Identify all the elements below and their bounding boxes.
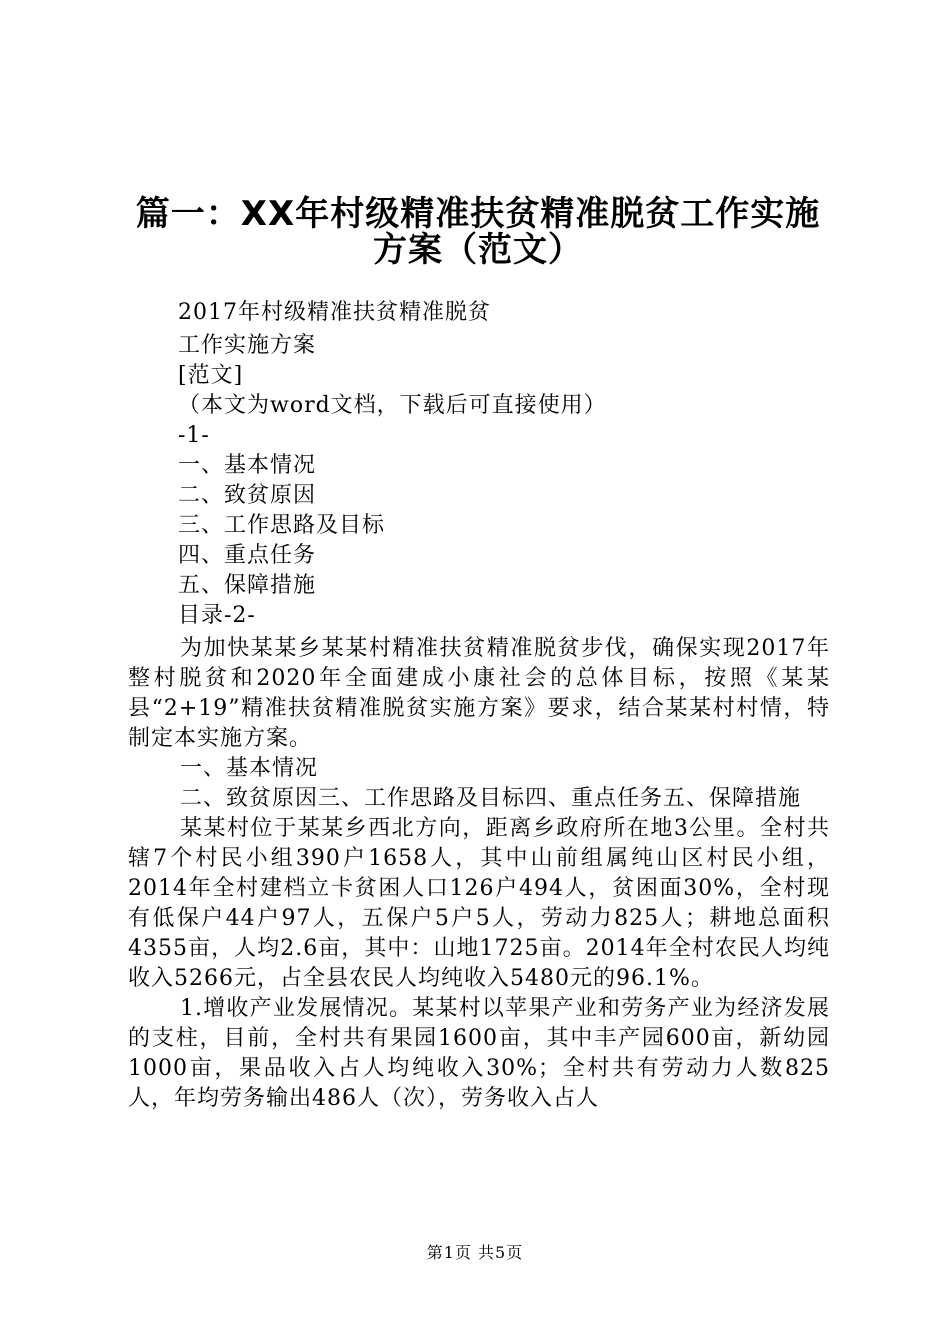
document-body [128,634,830,1114]
cover-line-note: （本文为word文档，下载后可直接使用） [178,393,607,418]
page-footer: 第1页 共5页 [426,1243,524,1262]
document-title-line-2: 方案（范文） [373,230,583,270]
cover-line-sample: [范文] [178,363,244,388]
toc-item-1: 一、基本情况 [178,453,317,478]
document-title-line-1: 篇一：XX年村级精准扶贫精准脱贫工作实施 [135,194,821,234]
toc-page-marker: 目录-2- [178,603,256,628]
cover-line-year-title: 2017年村级精准扶贫精准脱贫 [178,300,491,325]
industry-paragraph: 1.增收产业发展情况。某某村以苹果产业和劳务产业为经济发展的支柱，目前，全村共有果园1600亩，其中丰产园600亩，新幼园1000亩，果品收入占人均纯收入30%；全村共有劳动力人数825人，年均劳务输出486人（次），劳务收入占人 [128,996,830,1111]
toc-item-4: 四、重点任务 [178,543,317,568]
cover-line-plan: 工作实施方案 [178,333,317,358]
section-heading-basic: 一、基本情况 [180,756,319,781]
section-heading-list: 二、致贫原因三、工作思路及目标四、重点任务五、保障措施 [180,786,802,811]
toc-item-3: 三、工作思路及目标 [178,513,386,538]
basic-info-paragraph: 某某村位于某某乡西北方向，距离乡政府所在地3公里。全村共辖7个村民小组390户1658人，其中山前组属纯山区村民小组，2014年全村建档立卡贫困人口126户494人，贫困面30%，全村现有低保户44户97人，五保户5户5人，劳动力825人；耕地总面积4355亩，人均2.6亩，其中：山地1725亩。2014年全村农民人均纯收入5266元，占全县农民人均纯收入5480元的96.1%。 [128,816,830,991]
toc-item-5: 五、保障措施 [178,573,317,598]
toc-item-2: 二、致贫原因 [178,483,317,508]
cover-page-marker: -1- [178,423,210,448]
intro-paragraph: 为加快某某乡某某村精准扶贫精准脱贫步伐，确保实现2017年整村脱贫和2020年全面建成小康社会的总体目标，按照《某某县“2+19”精准扶贫精准脱贫实施方案》要求，结合某某村村情，特制定本实施方案。 [128,636,830,751]
